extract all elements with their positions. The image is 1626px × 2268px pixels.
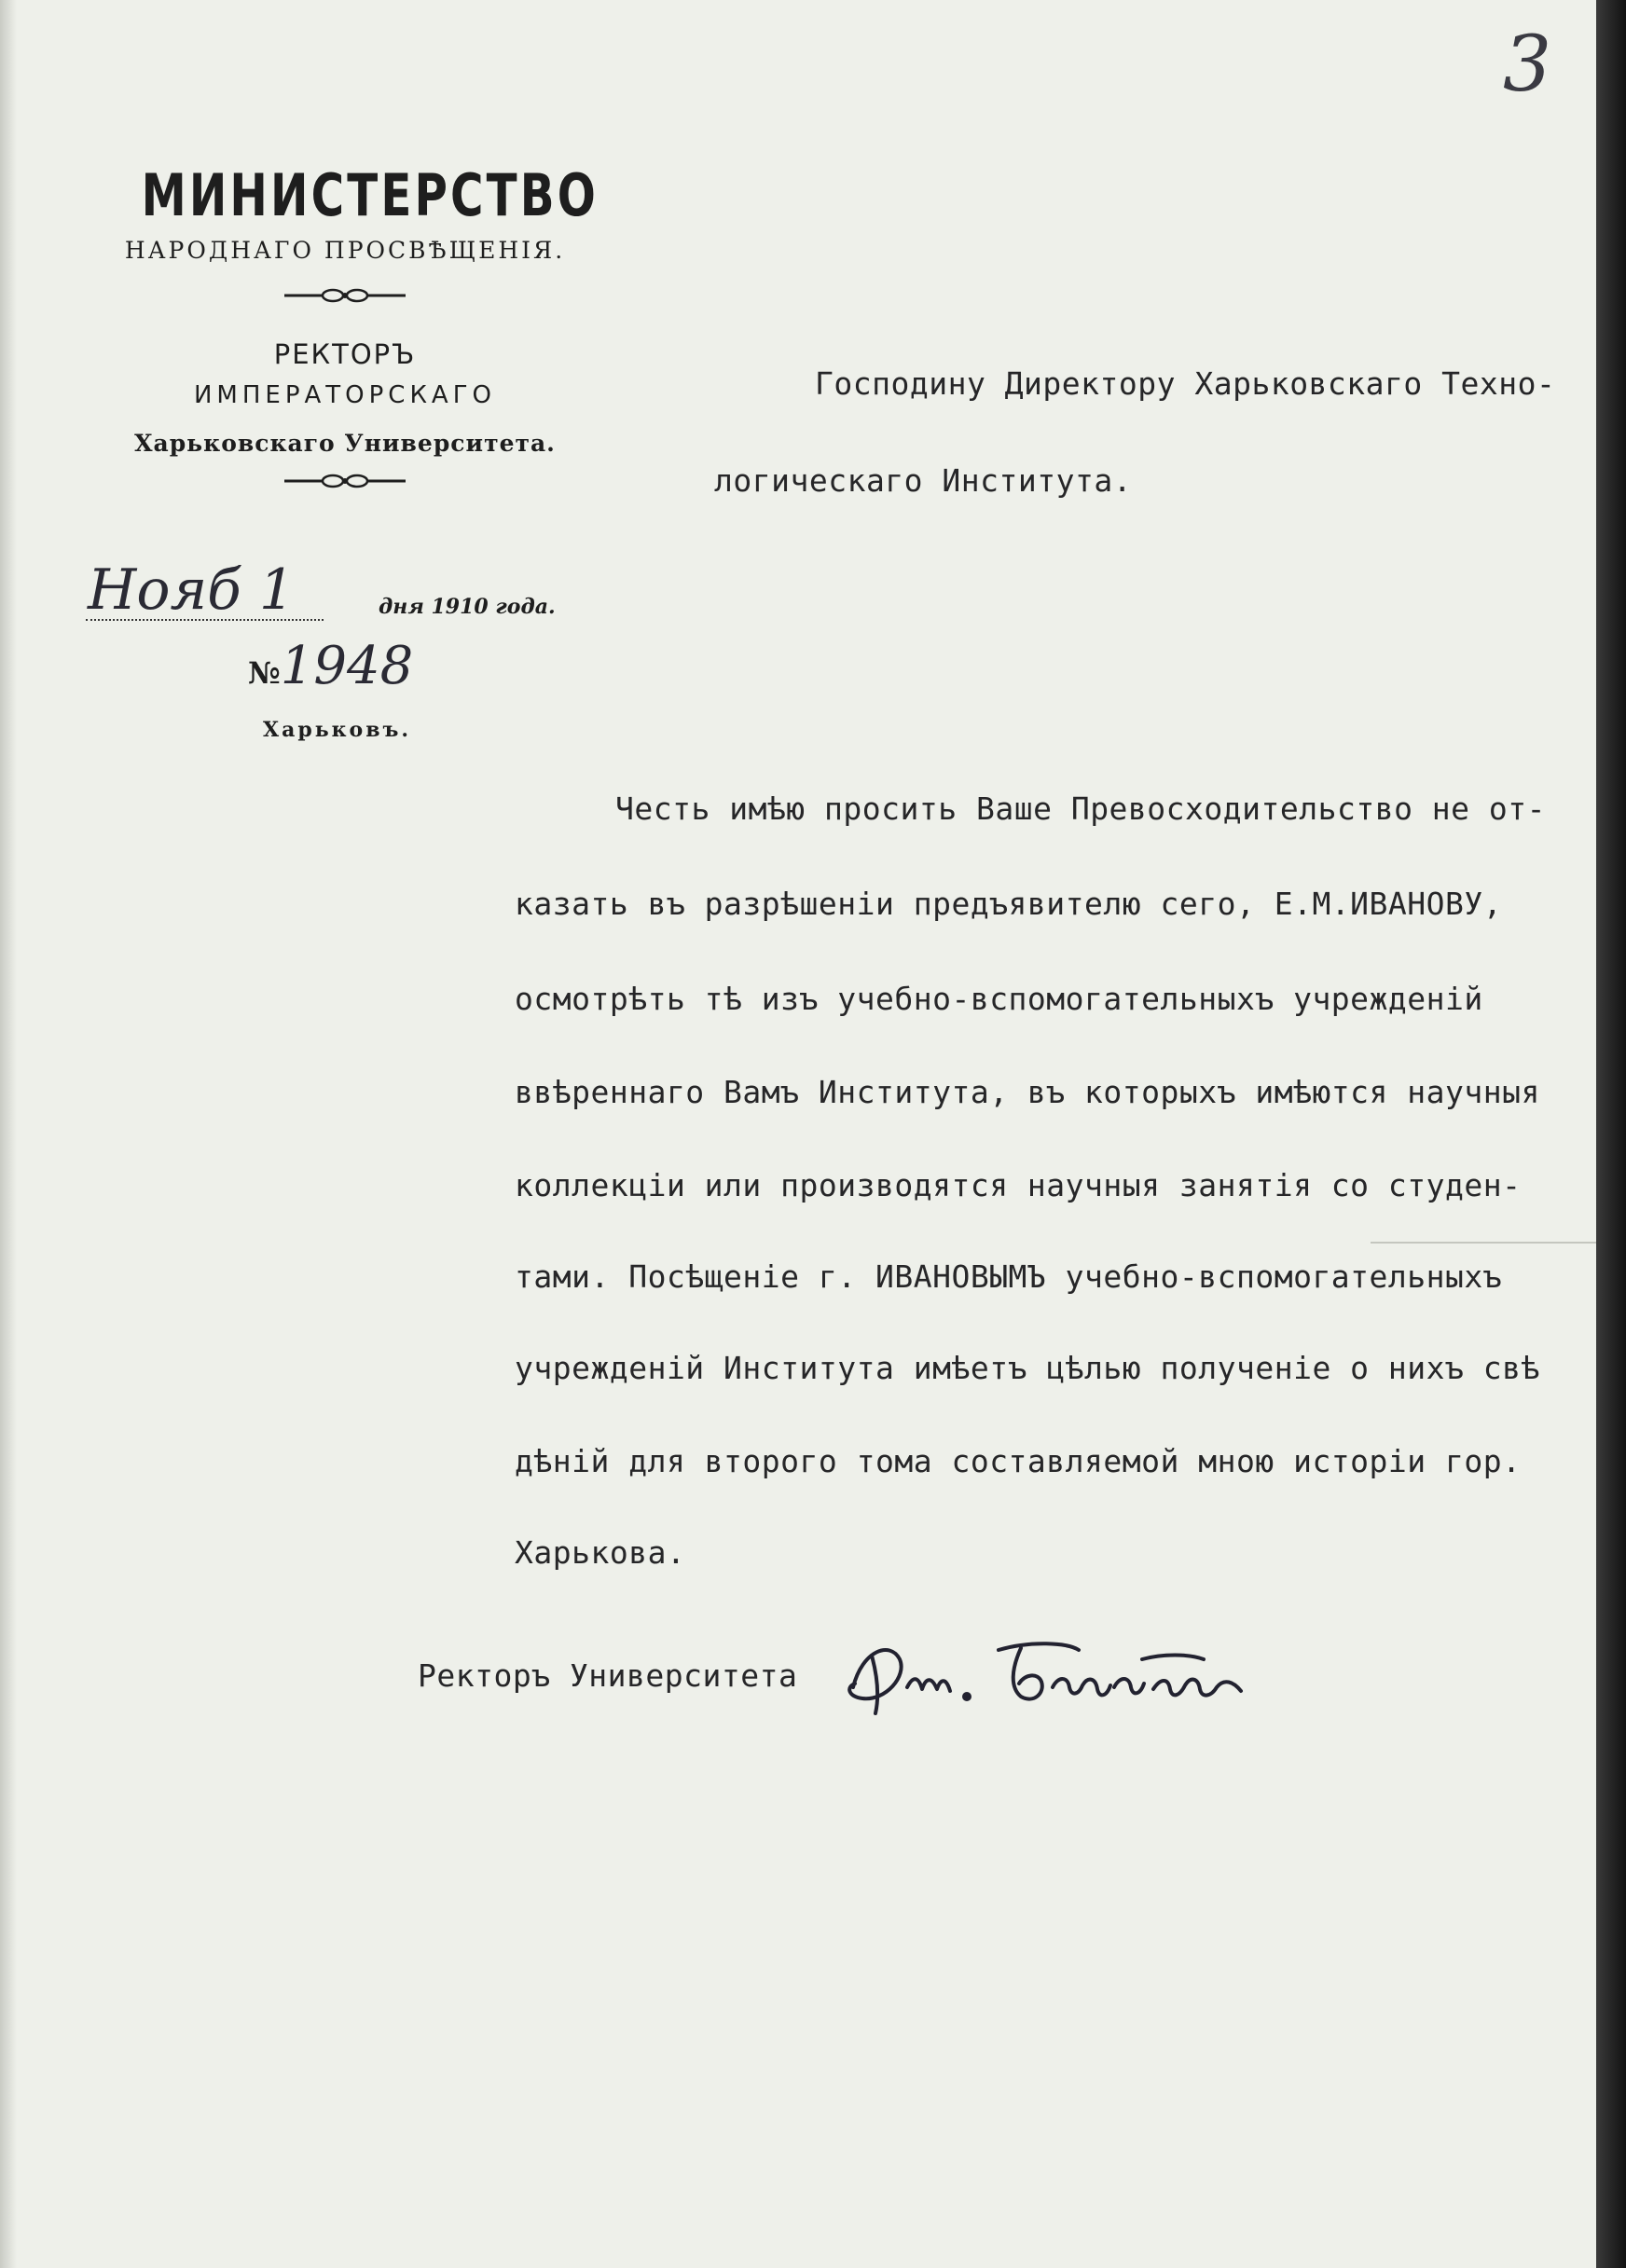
date-line [86, 557, 556, 623]
body-line: казать въ разрѣшеніи предъявителю сего, Е.М.ИВАНОВУ, [515, 886, 1503, 922]
date-dotted-line [86, 619, 324, 621]
paper-fold-line [1371, 1242, 1596, 1244]
body-line: Харькова. [515, 1534, 686, 1571]
body-line: коллекціи или производятся научныя занятія со студен- [515, 1167, 1522, 1203]
letterhead-city: Харьковъ. [263, 718, 412, 742]
closing-label: Ректоръ Университета [418, 1657, 798, 1694]
registration-number [248, 636, 413, 696]
registration-number-sign: № [248, 655, 281, 691]
body-line: тами. Посѣщеніе г. ИВАНОВЫМЪ учебно-вспомогательныхъ [515, 1258, 1503, 1295]
letterhead-ministry: МИНИСТЕРСТВО [141, 161, 599, 229]
archive-page-number: 3 [1503, 21, 1552, 109]
letterhead-imperial: ИМПЕРАТОРСКАГО [193, 381, 497, 409]
letterhead-university: Харьковскаго Университета. [134, 430, 556, 457]
letterhead-rector: РЕКТОРЪ [273, 338, 417, 370]
ornament-divider-icon [284, 474, 406, 488]
date-printed: дня 1910 года. [379, 595, 556, 619]
letterhead [84, 158, 606, 488]
registration-number-handwritten: 1948 [280, 636, 414, 696]
addressee-line: логическаго Института. [714, 462, 1133, 499]
body-line: ввѣреннаго Вамъ Института, въ которыхъ имѣются научныя [515, 1074, 1540, 1110]
body-line: дѣній для второго тома составляемой мною исторіи гор. [515, 1443, 1522, 1479]
date-handwritten: Нояб 1 [88, 557, 296, 623]
letterhead-ministry-subtitle: НАРОДНАГО ПРОСВѢЩЕНІЯ. [124, 237, 566, 264]
body-line: осмотрѣть тѣ изъ учебно-вспомогательныхъ учрежденій [515, 981, 1483, 1017]
body-line: учрежденій Института имѣетъ цѣлью полученіе о нихъ свѣ [515, 1350, 1540, 1386]
page-edge-dark-border [1596, 0, 1626, 2268]
page-edge-shadow [0, 0, 17, 2268]
ornament-divider-icon [284, 288, 406, 303]
signature-icon [834, 1622, 1273, 1734]
addressee-line: Господину Директору Харьковскаго Техно- [815, 365, 1556, 402]
body-line: Честь имѣю просить Ваше Превосходительство не от- [615, 790, 1547, 827]
